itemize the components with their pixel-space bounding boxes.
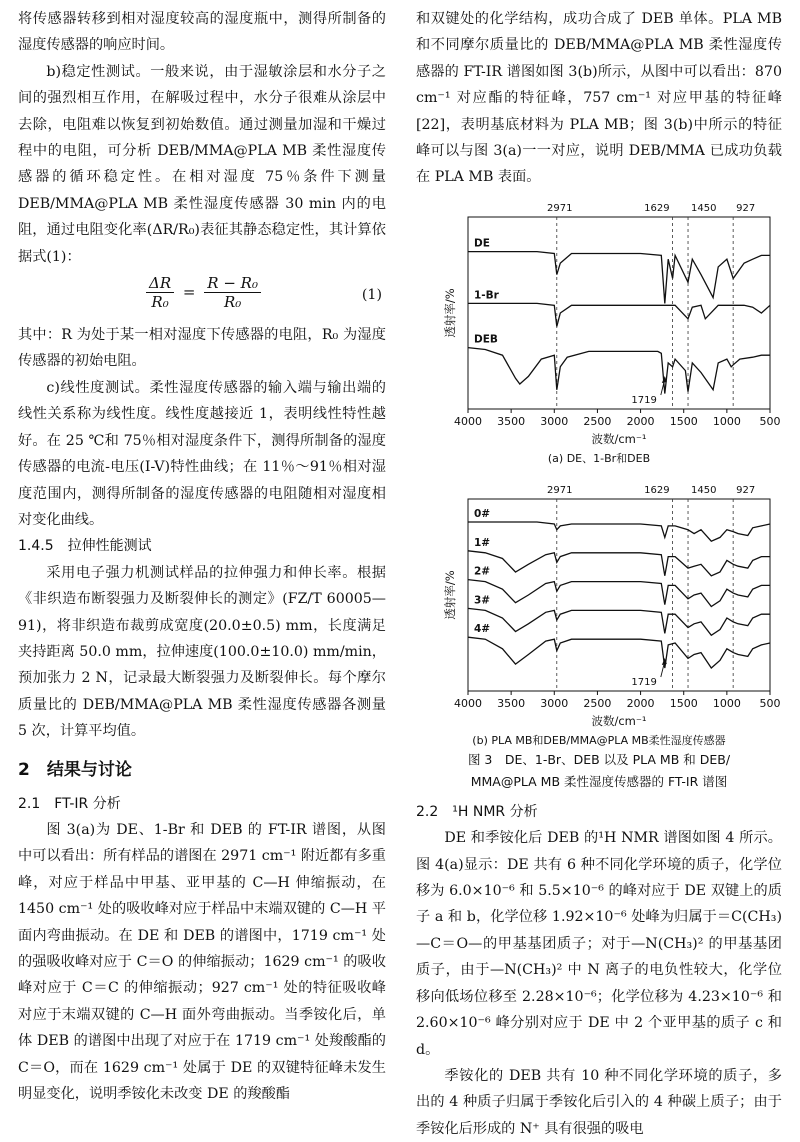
series-line [468, 637, 770, 668]
ftir-chart-b [416, 477, 782, 733]
marker-label: 1450 [691, 484, 717, 496]
left-column [18, 6, 386, 1107]
series-line [468, 347, 770, 393]
series-label: 2# [474, 565, 491, 578]
figure-3-title-line-1: 图 3 DE、1-Br、DEB 以及 PLA MB 和 DEB/ [467, 751, 731, 767]
heading-1-4-5: 1.4.5 拉伸性能测试 [18, 538, 152, 555]
x-tick-label: 3000 [540, 414, 569, 428]
x-tick-label: 1500 [669, 696, 698, 710]
x-tick-label: 2000 [626, 696, 655, 710]
paragraph-linearity-test: c)线性度测试。柔性湿度传感器的输入端与输出端的线性关系称为线性度。线性度越接近 1，表明线性特性越好。在 25 ℃和 75％相对湿度条件下，测得所制备的湿度传感器的电流-电压(I-V)特性曲线；在 11％～91％相对湿度范围内，测得所制备的湿度传感器的电阻随相对湿度相对变化曲线。 [18, 379, 386, 528]
y-axis-label: 透射率/% [443, 288, 457, 338]
marker-label: 2971 [547, 484, 573, 496]
x-tick-label: 500 [759, 696, 781, 710]
series-line [468, 579, 770, 606]
x-tick-label: 3500 [497, 414, 526, 428]
caption-b: (b) PLA MB和DEB/MMA@PLA MB柔性湿度传感器 [472, 733, 726, 747]
paragraph-nmr-2: 季铵化的 DEB 共有 10 种不同化学环境的质子，多出的 4 种质子归属于季铵化后引入的 4 种碳上质子；由于季铵化后形成的 N⁺ 具有很强的吸电 [416, 1067, 782, 1137]
x-tick-label: 3500 [497, 696, 526, 710]
heading-2-2: 2.2 ¹H NMR 分析 [416, 803, 538, 820]
marker-label: 1629 [644, 202, 670, 214]
series-label: DEB [474, 333, 498, 346]
equation-rhs-numerator: R − R₀ [204, 274, 261, 293]
marker-label: 1629 [644, 484, 670, 496]
ftir-chart-a [416, 195, 782, 451]
x-tick-label: 2500 [583, 414, 612, 428]
y-axis-label: 透射率/% [443, 570, 457, 620]
heading-section-2: 2 结果与讨论 [18, 759, 132, 780]
plot-frame [468, 217, 770, 409]
series-label: 0# [474, 507, 491, 520]
annotation-label: 1719 [631, 676, 657, 688]
paragraph-where: 其中：R 为处于某一相对湿度下传感器的电阻，R₀ 为湿度传感器的初始电阻。 [18, 327, 386, 370]
paragraph-continuation: 将传感器转移到相对湿度较高的湿度瓶中，测得所制备的湿度传感器的响应时间。 [18, 11, 386, 54]
chart-svg [416, 195, 782, 451]
equation-lhs [146, 274, 174, 311]
annotation-label: 1719 [631, 394, 657, 406]
x-axis-label: 波数/cm⁻¹ [591, 713, 647, 728]
x-tick-label: 1000 [712, 696, 741, 710]
paragraph-nmr-1: DE 和季铵化后 DEB 的¹H NMR 谱图如图 4 所示。图 4(a)显示：DE 共有 6 种不同化学环境的质子，化学位移为 6.0×10⁻⁶ 和 5.5×10⁻⁶ 的峰对应于 DE 双键上的质子 a 和 b，化学位移 1.92×10⁻⁶ 处峰为归属于＝C(CH₃)—C＝O—的甲基基团质子；对于—N(CH₃)² 的甲基基团质子，由于—N(CH₃)² 中 N 离子的电负性较大，化学位移向低场位移至 2.28×10⁻⁶；化学位移为 4.23×10⁻⁶ 和 2.60×10⁻⁶ 峰分别对应于 DE 中 2 个亚甲基的质子 c 和 d。 [416, 830, 782, 1058]
series-line [468, 251, 770, 303]
marker-label: 2971 [547, 202, 573, 214]
paragraph-stability-test: b)稳定性测试。一般来说，由于湿敏涂层和水分子之间的强烈相互作用，在解吸过程中，水分子很难从涂层中去除，电阻难以恢复到初始数值。通过测量加湿和干燥过程中的电阻，可分析 DEB/MMA@PLA MB 柔性湿度传感器的循环稳定性。在相对湿度 75％条件下测量 DEB/MMA@PLA MB 柔性湿度传感器 30 min 内的电阻，通过电阻变化率(ΔR/R₀)表征其静态稳定性，其计算依据式(1)： [18, 63, 386, 265]
x-tick-label: 4000 [454, 414, 482, 428]
right-column [416, 6, 782, 1142]
equation-lhs-numerator: ΔR [146, 274, 174, 293]
series-label: DE [474, 237, 490, 250]
x-tick-label: 2500 [583, 696, 612, 710]
paragraph-ftir-continued: 和双键处的化学结构，成功合成了 DEB 单体。PLA MB 和不同摩尔质量比的 DEB/MMA@PLA MB 柔性湿度传感器的 FT-IR 谱图如图 3(b)所示，从图中可以看出：870 cm⁻¹ 对应酯的特征峰，757 cm⁻¹ 对应甲基的特征峰[22]，表明基底材料为 PLA MB；图 3(b)中所示的特征峰可以与图 3(a)一一对应，说明 DEB/MMA 已成功负载在 PLA MB 表面。 [416, 11, 782, 186]
series-label: 3# [474, 594, 491, 607]
series-line [468, 551, 770, 576]
chart-svg [416, 477, 782, 733]
series-label: 1# [474, 536, 491, 549]
series-line [468, 608, 770, 635]
marker-label: 1450 [691, 202, 717, 214]
marker-label: 927 [736, 484, 756, 496]
series-label: 4# [474, 623, 491, 636]
marker-label: 927 [736, 202, 756, 214]
x-tick-label: 1500 [669, 414, 698, 428]
equation-formula: $\frac{\Delta R}{\text{R₀}}$ = $\frac{\text{R − R₀}}{\text{R₀}}$ [146, 274, 261, 311]
equation-number: (1) [361, 287, 382, 304]
caption-a: (a) DE、1-Br和DEB [547, 451, 651, 465]
equation-rhs [204, 274, 261, 311]
series-label: 1-Br [474, 289, 499, 302]
x-tick-label: 3000 [540, 696, 569, 710]
equation-lhs-denominator: R₀ [151, 293, 169, 312]
figure-3-title-line-2: MMA@PLA MB 柔性湿度传感器的 FT-IR 谱图 [470, 773, 728, 789]
series-line [468, 303, 770, 326]
equation-rhs-denominator: R₀ [223, 293, 242, 312]
x-tick-label: 1000 [712, 414, 741, 428]
x-tick-label: 4000 [454, 696, 482, 710]
series-line [468, 522, 770, 541]
paragraph-ftir: 图 3(a)为 DE、1-Br 和 DEB 的 FT-IR 谱图，从图中可以看出：所有样品的谱图在 2971 cm⁻¹ 附近都有多重峰，对应于样品中甲基、亚甲基的 C—H 伸缩振动，在 1450 cm⁻¹ 处的吸收峰对应于样品中末端双键的 C—H 平面内弯曲振动。在 DE 和 DEB 的谱图中，1719 cm⁻¹ 处的强吸收峰对应于 C＝O 的伸缩振动；1629 cm⁻¹ 的吸收峰对应于 C＝C 的伸缩振动；927 cm⁻¹ 处的特征吸收峰对应于末端双键的 C—H 面外弯曲振动。当季铵化后，单体 DEB 的谱图中出现了对应于在 1719 cm⁻¹ 处羧酸酯的 C＝O，而在 1629 cm⁻¹ 处属于 DE 的双键特征峰未发生明显变化，说明季铵化未改变 DE 的羧酸酯 [18, 821, 386, 1103]
x-tick-label: 500 [759, 414, 781, 428]
paragraph-tensile: 采用电子强力机测试样品的拉伸强力和伸长率。根据《非织造布断裂强力及断裂伸长的测定》(FZ/T 60005—91)，将非织造布裁剪成宽度(20.0±0.5) mm，长度满足夹持距离 50.0 mm，拉伸速度(100.0±10.0) mm/min，预加张力 2 N，记录最大断裂强力及断裂伸长。每个摩尔质量比的 DEB/MMA@PLA MB 柔性湿度传感器各测量 5 次，计算平均值。 [18, 564, 386, 740]
x-tick-label: 2000 [626, 414, 655, 428]
equation-1 [18, 270, 386, 322]
heading-2-1: 2.1 FT-IR 分析 [18, 795, 121, 812]
x-axis-label: 波数/cm⁻¹ [591, 431, 647, 446]
